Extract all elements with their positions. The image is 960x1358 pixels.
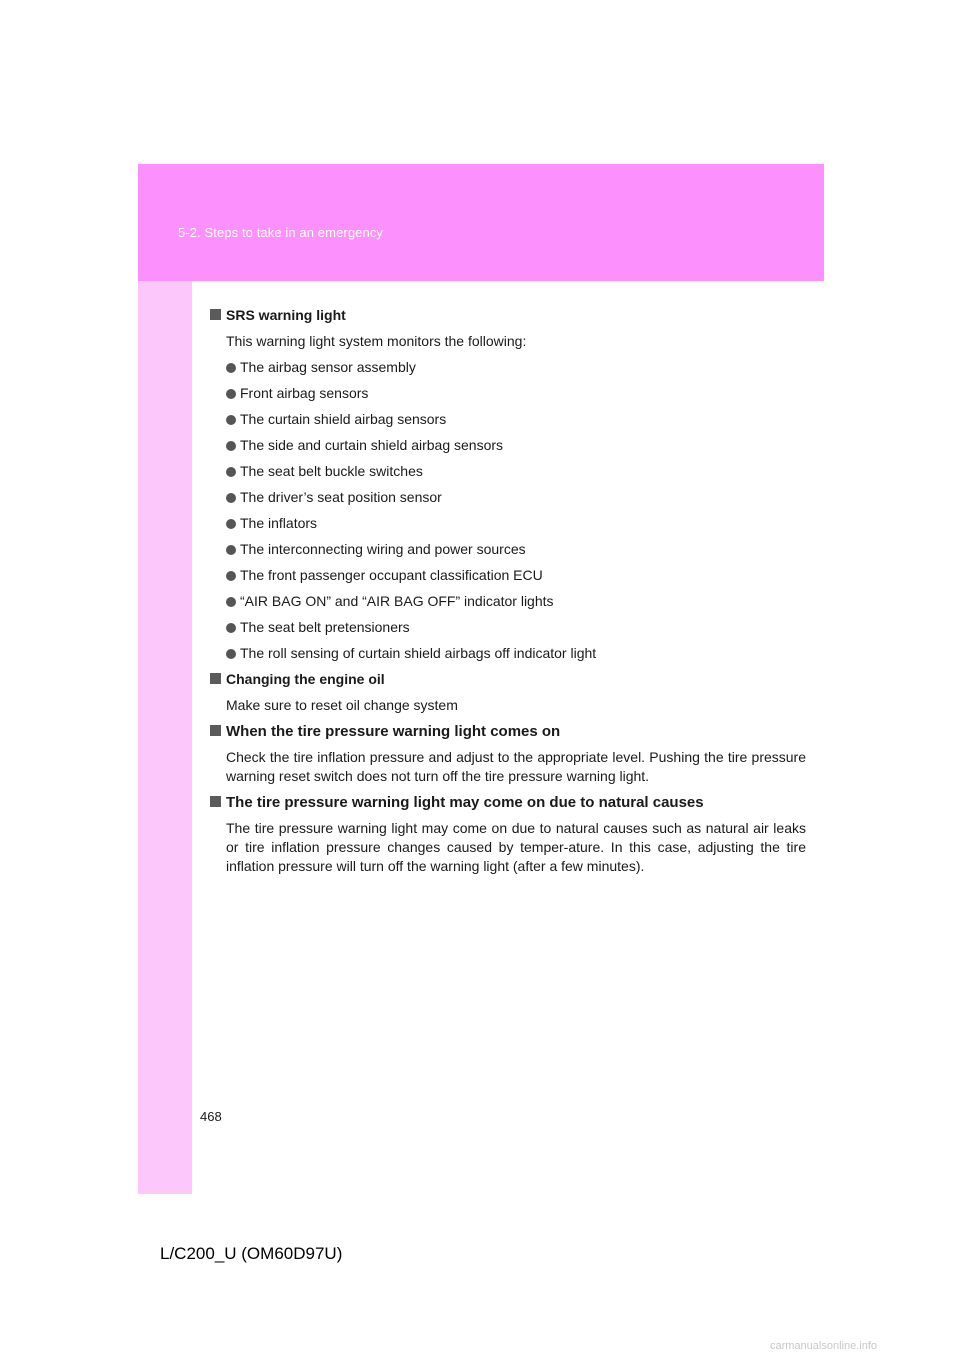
circle-bullet-icon (226, 493, 236, 503)
circle-bullet-icon (226, 597, 236, 607)
section-body: Make sure to reset oil change system (226, 697, 458, 713)
section-intro: This warning light system monitors the following: (226, 333, 527, 349)
circle-bullet-icon (226, 571, 236, 581)
side-color-band (138, 164, 192, 1194)
circle-bullet-icon (226, 467, 236, 477)
list-item: The airbag sensor assembly (210, 358, 806, 377)
circle-bullet-icon (226, 389, 236, 399)
section-title-tire-pressure-light-on: When the tire pressure warning light comes on (210, 722, 806, 741)
list-item: The seat belt pretensioners (210, 618, 806, 637)
circle-bullet-icon (226, 545, 236, 555)
list-item: The front passenger occupant classification ECU (210, 566, 806, 585)
section-title-srs-warning-light: SRS warning light (210, 306, 806, 325)
section-header: 5-2. Steps to take in an emergency (178, 225, 384, 240)
section-title-changing-engine-oil: Changing the engine oil (210, 670, 806, 689)
circle-bullet-icon (226, 623, 236, 633)
section-title-tire-pressure-natural-causes: The tire pressure warning light may come on due to natural causes (210, 793, 806, 812)
circle-bullet-icon (226, 363, 236, 373)
list-item: The driver’s seat position sensor (210, 488, 806, 507)
circle-bullet-icon (226, 649, 236, 659)
list-item: The inflators (210, 514, 806, 533)
square-bullet-icon (210, 725, 221, 736)
document-code: L/C200_U (OM60D97U) (160, 1244, 343, 1263)
monitored-items-list (210, 358, 806, 663)
list-item: The seat belt buckle switches (210, 462, 806, 481)
page-content (210, 306, 806, 883)
circle-bullet-icon (226, 441, 236, 451)
square-bullet-icon (210, 673, 221, 684)
list-item: The roll sensing of curtain shield airbags off indicator light (210, 644, 806, 663)
section-body: Check the tire inflation pressure and adjust to the appropriate level. Pushing the tire pressure warning reset switch does not turn off the tire pressure warning light. (226, 749, 806, 784)
header-band (138, 164, 824, 281)
square-bullet-icon (210, 796, 221, 807)
list-item: “AIR BAG ON” and “AIR BAG OFF” indicator lights (210, 592, 806, 611)
square-bullet-icon (210, 309, 221, 320)
section-body: The tire pressure warning light may come on due to natural causes such as natural air leaks or tire inflation pressure changes caused by temper-ature. In this case, adjusting the tire inflation pressure will turn off the warning light (after a few minutes). (226, 820, 806, 874)
page-number: 468 (200, 1109, 222, 1124)
list-item: Front airbag sensors (210, 384, 806, 403)
manual-page (138, 164, 824, 1194)
circle-bullet-icon (226, 415, 236, 425)
list-item: The interconnecting wiring and power sources (210, 540, 806, 559)
list-item: The curtain shield airbag sensors (210, 410, 806, 429)
list-item: The side and curtain shield airbag sensors (210, 436, 806, 455)
watermark: carmanualsonline.info (770, 1340, 878, 1352)
circle-bullet-icon (226, 519, 236, 529)
